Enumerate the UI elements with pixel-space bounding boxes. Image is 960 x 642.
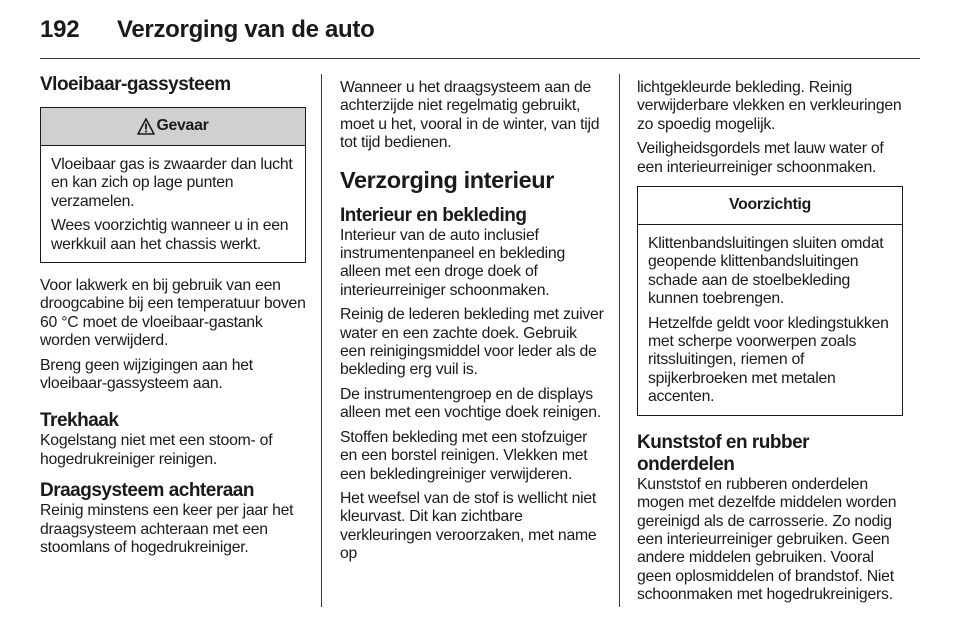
caution-notice-header	[638, 187, 902, 225]
page-header	[0, 0, 960, 60]
column-2	[340, 79, 606, 570]
column-divider-1	[321, 74, 322, 607]
caution-notice-paragraph: Hetzelfde geldt voor kledingstukken met scherpe voorwerpen zoals ritssluitingen, riemen of spijkerbroeken met metalen accenten.	[648, 314, 889, 406]
caution-notice-paragraph: Klittenbandsluitingen sluiten omdat geopende klittenbandsluitingen schade aan de stoelbekleding kunnen toebrengen.	[648, 235, 884, 308]
body-paragraph: Interieur van de auto inclusief instrumentenpaneel en bekleding alleen met een droge doek of interieurreiniger schoonmaken.	[340, 226, 565, 299]
chapter-title-interior: Verzorging interieur	[340, 166, 554, 193]
caution-notice-body	[638, 225, 902, 415]
body-paragraph: Stoffen bekleding met een stofzuiger en een borstel reinigen. Vlekken met een bekledingreiniger verwijderen.	[340, 428, 588, 483]
body-paragraph: Kunststof en rubberen onderdelen mogen met dezelfde middelen worden gereinigd als de carrosserie. Zo nodig een interieurreiniger gebruiken. Geen andere middelen gebruiken. Vooral geen oplosmiddelen of brandstof. Niet schoonmaken met hogedrukreinigers.	[637, 475, 897, 604]
body-paragraph: lichtgekleurde bekleding. Reinig verwijderbare vlekken en verkleuringen zo spoedig mogelijk.	[637, 79, 902, 133]
danger-notice-paragraph: Vloeibaar gas is zwaarder dan lucht en kan zich op lage punten verzamelen.	[51, 156, 293, 210]
body-paragraph: Breng geen wijzigingen aan het vloeibaar-gassysteem aan.	[40, 356, 253, 393]
section-title-draagsysteem: Draagsysteem achteraan	[40, 480, 254, 502]
danger-notice-paragraph: Wees voorzichtig wanneer u in een werkkuil aan het chassis werkt.	[51, 217, 289, 253]
caution-notice	[637, 186, 903, 416]
body-paragraph: Reinig minstens een keer per jaar het draagsysteem achteraan met een stoomlans of hogedrukreiniger.	[40, 502, 294, 557]
body-paragraph: Kogelstang niet met een stoom- of hogedrukreiniger reinigen.	[40, 432, 273, 468]
section-title-trekhaak: Trekhaak	[40, 410, 119, 432]
section-title-plastic-rubber: Kunststof en rubber onderdelen	[637, 431, 810, 475]
page-title: Verzorging van de auto	[117, 16, 375, 43]
column-3	[637, 79, 903, 611]
body-paragraph: Veiligheidsgordels met lauw water of een interieurreiniger schoonmaken.	[637, 140, 884, 176]
body-paragraph: Voor lakwerk en bij gebruik van een droogcabine bij een temperatuur boven 60 °C moet de vloeibaar-gastank worden verwijderd.	[40, 277, 306, 350]
section-title-interior-upholstery: Interieur en bekleding	[340, 204, 527, 226]
section-title-lpg: Vloeibaar-gassysteem	[40, 74, 231, 95]
body-paragraph: De instrumentengroep en de displays alleen met een vochtige doek reinigen.	[340, 385, 601, 422]
body-paragraph: Het weefsel van de stof is wellicht niet kleurvast. Dit kan zichtbare verkleuringen veroorzaken, met name op	[340, 489, 597, 563]
body-paragraph: Wanneer u het draagsysteem aan de achterzijde niet regelmatig gebruikt, moet u het, vooral in de winter, van tijd tot tijd bedienen.	[340, 79, 600, 152]
column-1	[40, 74, 306, 564]
danger-notice-body	[41, 146, 305, 262]
danger-notice	[40, 107, 306, 263]
danger-notice-heading: Gevaar	[156, 117, 209, 135]
caution-notice-heading: Voorzichtig	[728, 196, 812, 214]
column-divider-2	[619, 74, 620, 607]
header-divider	[40, 58, 920, 59]
page-number: 192	[40, 16, 80, 43]
danger-notice-header	[41, 108, 305, 146]
warning-triangle-icon	[137, 118, 155, 135]
body-paragraph: Reinig de lederen bekleding met zuiver water en een zachte doek. Gebruik een reinigingsmiddel voor leder als de bekleding erg vuil is.	[340, 306, 604, 379]
